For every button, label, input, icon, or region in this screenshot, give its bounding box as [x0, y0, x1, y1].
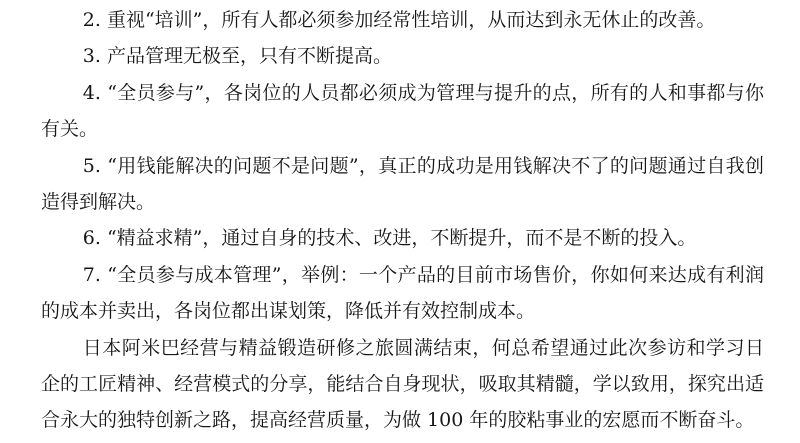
- list-item-4: 4. “全员参与”，各岗位的人员都必须成为管理与提升的点，所有的人和事都与你有关。: [41, 81, 764, 141]
- list-item-5: 5. “用钱能解决的问题不是问题”，真正的成功是用钱解决不了的问题通过自我创造得到解决。: [41, 154, 764, 214]
- closing-paragraph: 日本阿米巴经营与精益锻造研修之旅圆满结束，何总希望通过此次参访和学习日企的工匠精神、经营模式的分享，能结合自身现状，吸取其精髓，学以致用，探究出适合永大的独特创新之路，提高经营质量，为做 100 年的胶粘事业的宏愿而不断奋斗。: [41, 336, 764, 432]
- list-item-6: 6. “精益求精”，通过自身的技术、改进，不断提升，而不是不断的投入。: [82, 227, 697, 250]
- list-item-3: 3. 产品管理无极至，只有不断提高。: [82, 45, 392, 68]
- list-item-7: 7. “全员参与成本管理”，举例：一个产品的目前市场售价，你如何来达成有利润的成本并卖出，各岗位都出谋划策，降低并有效控制成本。: [41, 263, 764, 323]
- list-item-2: 2. 重视“培训”，所有人都必须参加经常性培训，从而达到永无休止的改善。: [82, 9, 716, 31]
